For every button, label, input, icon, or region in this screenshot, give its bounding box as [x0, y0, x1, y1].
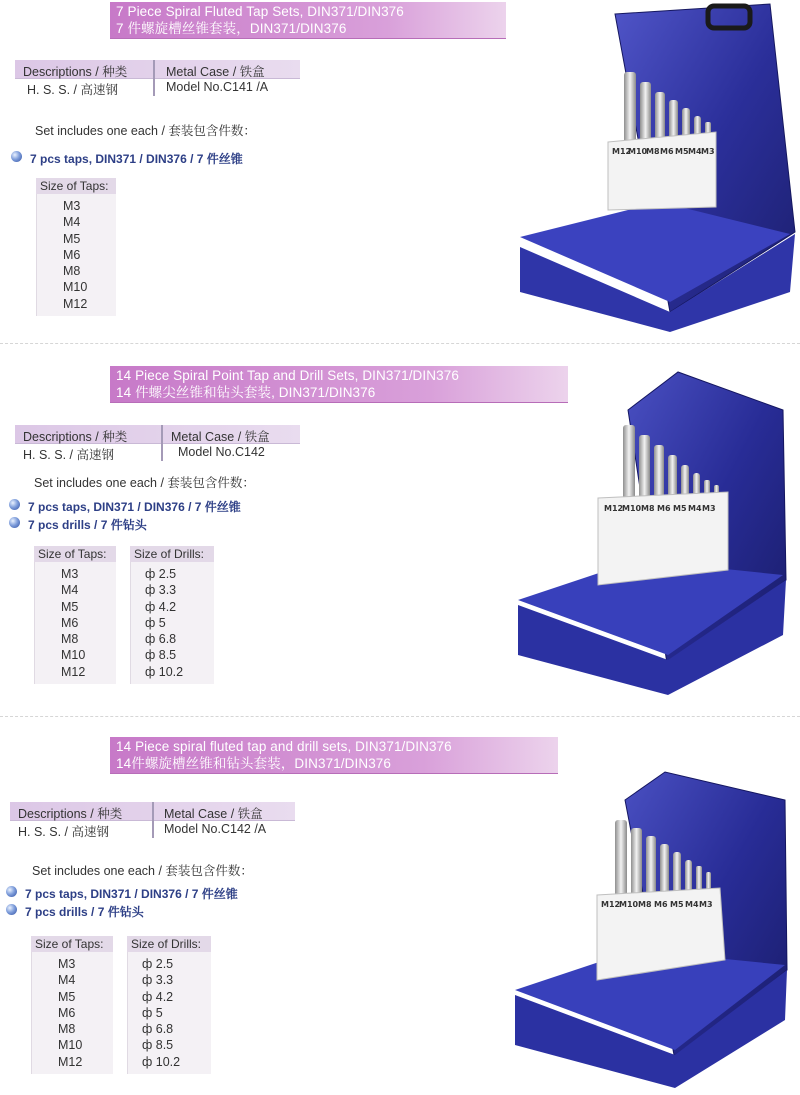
tap-size: M4: [63, 215, 81, 230]
case-slot-label: M3: [699, 900, 713, 909]
title-english: 14 Piece Spiral Point Tap and Drill Sets, DIN371/DIN376: [116, 368, 459, 383]
drill-size: ф 3.3: [145, 583, 177, 598]
drill-size: ф 6.8: [145, 632, 177, 647]
tap-size: M10: [58, 1038, 83, 1053]
section-divider: [0, 716, 800, 717]
set-includes-text: Set includes one each / 套装包含件数：: [32, 864, 253, 878]
drill-size: ф 8.5: [142, 1038, 174, 1053]
product-section-c142a: 14 Piece spiral fluted tap and drill sets, DIN371/DIN376 14件螺旋槽丝锥和钻头套装，DIN371/DIN376 Descriptions / 种类 Metal Case / 铁盒 H. S. S. / 高速钢 Model No.C142 /A Set includes one each / 套装包含件数： 7 pcs taps, DIN371 / DIN376 / 7 件丝锥 7 pcs drills / 7 件钻头 Size of Taps: M3 M4 M5 M6 M8 M10 M12 Size of Drills: ф 2.5 ф 3.3 ф 4.2 ф 5 ф 6.8 ф 8.5 ф 10.2 M12 M10 M8 M6 M5 M4 M3: [0, 730, 800, 1095]
tap-size: M12: [61, 664, 86, 679]
case-slot-label: M4: [688, 147, 702, 156]
tap-size: M12: [63, 296, 88, 311]
tap-size: M10: [61, 648, 86, 663]
section-title-banner: [110, 366, 568, 403]
case-slot-label: M10: [619, 900, 639, 909]
taps-column-header: Size of Taps:: [31, 936, 113, 952]
tap-size: M4: [61, 583, 79, 598]
spec-value-model: Model No.C141 /A: [166, 80, 269, 94]
case-slot-label: M8: [646, 147, 660, 156]
title-chinese: 7 件螺旋槽丝锥套装，DIN371/DIN376: [116, 21, 347, 36]
drills-column-header: Size of Drills:: [127, 936, 211, 952]
bullet-icon: [9, 517, 20, 528]
spec-value-model: Model No.C142: [178, 445, 265, 459]
tap-size: M8: [58, 1022, 76, 1037]
section-divider: [0, 343, 800, 344]
bullet-icon: [6, 886, 17, 897]
tap-size: M6: [58, 1005, 76, 1020]
section-title-banner: [110, 2, 506, 39]
case-slot-label: M3: [702, 504, 716, 513]
case-slot-label: M12: [604, 504, 624, 513]
taps-column-header: Size of Taps:: [36, 178, 116, 194]
tap-size: M8: [61, 632, 79, 647]
case-slot-label: M10: [628, 147, 648, 156]
spec-header-description: Descriptions / 种类: [23, 430, 128, 444]
drill-size: ф 2.5: [142, 957, 174, 971]
tap-size: M3: [63, 199, 81, 213]
case-slot-label: M8: [641, 504, 655, 513]
drill-size: ф 3.3: [142, 973, 174, 988]
tap-size: M4: [58, 973, 76, 988]
tap-size: M5: [63, 231, 81, 246]
spec-table: [15, 425, 300, 463]
spec-header-case: Metal Case / 铁盒: [166, 65, 265, 79]
case-slot-label: M8: [638, 900, 652, 909]
title-english: 14 Piece spiral fluted tap and drill sets, DIN371/DIN376: [116, 739, 452, 754]
tap-size: M6: [61, 615, 79, 630]
tap-size: M8: [63, 264, 81, 279]
product-photo-fluted-tap-drill-case: [515, 770, 797, 1090]
section-title-banner: [110, 737, 558, 774]
case-slot-label: M6: [654, 900, 668, 909]
drill-size: ф 2.5: [145, 567, 177, 581]
taps-column-header: Size of Taps:: [34, 546, 116, 562]
spec-header-description: Descriptions / 种类: [18, 807, 123, 821]
spec-header-case: Metal Case / 铁盒: [171, 430, 270, 444]
case-slot-label: M5: [673, 504, 687, 513]
tap-size: M5: [61, 599, 79, 614]
bullet-icon: [11, 151, 22, 162]
spec-value-material: H. S. S. / 高速钢: [18, 825, 109, 839]
case-slot-label: M4: [688, 504, 702, 513]
case-slot-label: M5: [675, 147, 689, 156]
drill-size: ф 10.2: [142, 1054, 181, 1069]
title-english: 7 Piece Spiral Fluted Tap Sets, DIN371/DIN376: [116, 4, 404, 19]
spec-table: [15, 60, 300, 98]
spec-table: [10, 802, 295, 840]
case-slot-label: M12: [601, 900, 621, 909]
spec-header-description: Descriptions / 种类: [23, 65, 128, 79]
drill-size: ф 10.2: [145, 664, 184, 679]
set-includes-text: Set includes one each / 套装包含件数：: [35, 124, 256, 138]
tap-size: M3: [61, 567, 79, 581]
spec-value-material: H. S. S. / 高速钢: [27, 83, 118, 97]
case-slot-label: M10: [622, 504, 642, 513]
spec-value-material: H. S. S. / 高速钢: [23, 448, 114, 462]
product-section-c142: 14 Piece Spiral Point Tap and Drill Sets, DIN371/DIN376 14 件螺尖丝锥和钻头套装, DIN371/DIN376 Descriptions / 种类 Metal Case / 铁盒 H. S. S. / 高速钢 Model No.C142 Set includes one each / 套装包含件数： 7 pcs taps, DIN371 / DIN376 / 7 件丝锥 7 pcs drills / 7 件钻头 Size of Taps: M3 M4 M5 M6 M8 M10 M12 Size of Drills: ф 2.5 ф 3.3 ф 4.2 ф 5 ф 6.8 ф 8.5 ф 10.2 M12 M10 M8 M6 M5 M4 M3: [0, 360, 800, 710]
drill-size: ф 4.2: [145, 599, 177, 614]
product-photo-tap-case: [520, 2, 800, 332]
drills-column-header: Size of Drills:: [130, 546, 214, 562]
tap-size: M5: [58, 989, 76, 1004]
tap-size: M12: [58, 1054, 83, 1069]
case-slot-label: M5: [670, 900, 684, 909]
drill-size: ф 6.8: [142, 1022, 174, 1037]
title-chinese: 14件螺旋槽丝锥和钻头套装，DIN371/DIN376: [116, 756, 392, 771]
case-slot-label: M3: [701, 147, 715, 156]
product-photo-tap-drill-case: [518, 370, 798, 700]
set-includes-text: Set includes one each / 套装包含件数：: [34, 476, 255, 490]
bullet-icon: [9, 499, 20, 510]
drill-size: ф 5: [142, 1005, 163, 1020]
product-section-c141: 7 Piece Spiral Fluted Tap Sets, DIN371/DIN376 7 件螺旋槽丝锥套装，DIN371/DIN376 Descriptions / 种类 Metal Case / 铁盒 H. S. S. / 高速钢 Model No.C141 /A Set includes one each / 套装包含件数： 7 pcs taps, DIN371 / DIN376 / 7 件丝锥 Size of Taps: M3 M4 M5 M6 M8 M10 M12 M12 M10 M8 M6 M5 M4 M3: [0, 0, 800, 340]
case-slot-label: M4: [685, 900, 699, 909]
spec-value-model: Model No.C142 /A: [164, 822, 267, 836]
drill-size: ф 8.5: [145, 648, 177, 663]
drill-size: ф 4.2: [142, 989, 174, 1004]
title-chinese: 14 件螺尖丝锥和钻头套装, DIN371/DIN376: [116, 385, 376, 400]
case-slot-label: M12: [612, 147, 632, 156]
case-slot-label: M6: [660, 147, 674, 156]
tap-size: M3: [58, 957, 76, 971]
tap-size: M10: [63, 280, 88, 295]
drill-size: ф 5: [145, 615, 166, 630]
spec-header-case: Metal Case / 铁盒: [164, 807, 263, 821]
tap-size: M6: [63, 247, 81, 262]
case-slot-label: M6: [657, 504, 671, 513]
bullet-icon: [6, 904, 17, 915]
